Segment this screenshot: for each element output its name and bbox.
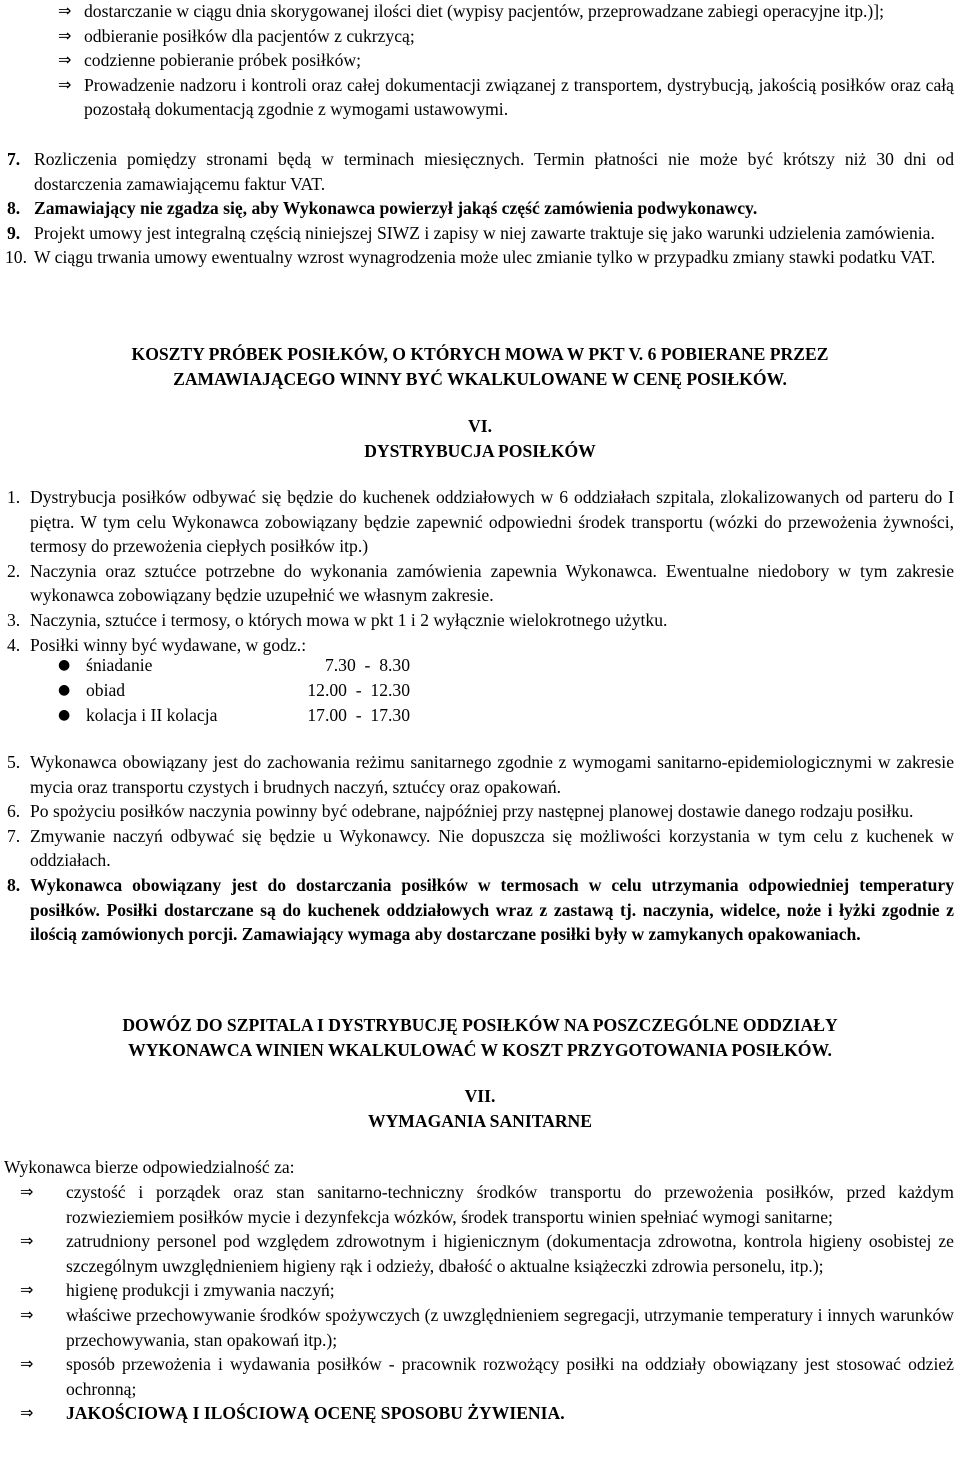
list-item [0, 750, 960, 799]
list-item-text: codzienne pobieranie próbek posiłków; [84, 50, 362, 71]
list-item-text: higienę produkcji i zmywania naczyń; [66, 1280, 335, 1301]
list-item [0, 485, 960, 559]
list-item-text: czystość i porządek oraz stan sanitarno-techniczny środków transportu do przewożenia posiłków, przed każdym rozwieziemiem posiłków mycie i dezynfekcja wózków, środek transportu winien spełniać wymogi sanitarne; [66, 1182, 954, 1227]
double-arrow-icon: ⇒ [58, 50, 72, 70]
item-number: 5. [7, 752, 21, 772]
bullet-icon: ● [58, 707, 71, 723]
meal-times-list [0, 653, 960, 728]
list-item-text: JAKOŚCIOWĄ I ILOŚCIOWĄ OCENĘ SPOSOBU ŻYWIENIA. [66, 1403, 565, 1424]
item-number: 8. [7, 198, 21, 219]
item-text: Projekt umowy jest integralną częścią niniejszej SIWZ i zapisy w niej zawarte traktuje się jako warunki udzielenia zamówienia. [34, 222, 935, 243]
item-number: 7. [7, 825, 21, 846]
list-item [0, 73, 960, 122]
double-arrow-icon: ⇒ [20, 1304, 34, 1324]
section-title: DYSTRYBUCJA POSIŁKÓW [364, 440, 596, 461]
list-item [0, 1180, 960, 1229]
list-item [0, 221, 960, 246]
top-arrow-list [0, 0, 960, 122]
item-text: Po spożyciu posiłków naczynia powinny być odebrane, najpóźniej przy następnej planowej dostawie danego rodzaju posiłku. [30, 801, 914, 822]
costs-note [0, 342, 960, 391]
list-item [0, 1229, 960, 1278]
section-vii-intro: Wykonawca bierze odpowiedzialność za: [4, 1157, 295, 1177]
costs-note-line-1: KOSZTY PRÓBEK POSIŁKÓW, O KTÓRYCH MOWA W PKT V. 6 POBIERANE PRZEZ [131, 344, 829, 364]
section-vii-heading [0, 1084, 960, 1133]
item-text: Zmywanie naczyń odbywać się będzie u Wykonawcy. Nie dopuszcza się możliwości korzystania w tym celu z kuchenek w oddziałach. [30, 825, 954, 871]
item-number: 4. [7, 634, 21, 655]
item-text: Posiłki winny być wydawane, w godz.: [30, 634, 307, 655]
list-item [0, 559, 960, 608]
item-number: 9. [7, 222, 21, 243]
section-vi-list [0, 485, 960, 657]
item-text: Wykonawca obowiązany jest do dostarczania posiłków w termosach w celu utrzymania odpowiedniej temperatury posiłków. Posiłki dostarczane są do kuchenek oddziałowych wraz z zastawą tj. naczynia, widelce, noże i łyżki zgodnie z ilością zamówionych porcji. Zamawiający wymaga aby dostarczane posiłki były w zamykanych opakowaniach. [30, 874, 954, 945]
item-number: 1. [7, 487, 21, 507]
meal-row [0, 653, 960, 678]
list-item [0, 1401, 960, 1426]
meal-time: 12.00 - 12.30 [307, 680, 410, 700]
list-item [0, 48, 960, 73]
double-arrow-icon: ⇒ [20, 1182, 34, 1201]
list-item [0, 824, 960, 873]
bullet-icon: ● [58, 682, 71, 698]
list-item [0, 1278, 960, 1303]
meal-time: 7.30 - 8.30 [324, 655, 410, 675]
item-text: Rozliczenia pomiędzy stronami będą w terminach miesięcznych. Termin płatności nie może być krótszy niż 30 dni od dostarczenia zamawiającemu faktur VAT. [34, 149, 954, 194]
item-number: 8. [7, 874, 21, 895]
double-arrow-icon: ⇒ [20, 1403, 34, 1423]
sanitary-requirements-list [0, 1180, 960, 1426]
double-arrow-icon: ⇒ [58, 74, 72, 94]
list-item-text: sposób przewożenia i wydawania posiłków - pracownik rozwożący posiłki na oddziały obowiązany jest stosować odzież ochronną; [66, 1354, 954, 1399]
section-number: VII. [464, 1086, 496, 1106]
item-number: 7. [7, 149, 21, 169]
list-item [0, 196, 960, 221]
meal-name: śniadanie [86, 655, 153, 675]
item-number: 10. [5, 247, 27, 268]
item-text: Zamawiający nie zgadza się, aby Wykonawca powierzył jakąś część zamówienia podwykonawcy. [34, 198, 758, 219]
section-title: WYMAGANIA SANITARNE [367, 1110, 592, 1131]
meal-row [0, 703, 960, 728]
meal-name: obiad [86, 680, 126, 700]
double-arrow-icon: ⇒ [20, 1280, 34, 1300]
costs-note-line-2: ZAMAWIAJĄCEGO WINNY BYĆ WKALKULOWANE W CENĘ POSIŁKÓW. [173, 368, 787, 389]
item-number: 3. [7, 609, 21, 630]
list-item [0, 245, 960, 270]
section-number: VI. [468, 416, 492, 436]
item-number: 6. [7, 801, 21, 822]
bullet-icon: ● [58, 657, 71, 673]
double-arrow-icon: ⇒ [58, 1, 72, 20]
item-number: 2. [7, 560, 21, 581]
item-text: Naczynia, sztućce i termosy, o których mowa w pkt 1 i 2 wyłącznie wielokrotnego użytku. [30, 609, 668, 630]
list-item [0, 799, 960, 824]
item-text: Dystrybucja posiłków odbywać się będzie do kuchenek oddziałowych w 6 oddziałach szpitala, zlokalizowanych od parteru do I piętra. W tym celu Wykonawca zobowiązany będzie zapewnić odpowiedni środek transportu (wózki do przewożenia żywności, termosy do przewożenia ciepłych posiłków itp.) [30, 487, 954, 557]
list-item [0, 147, 960, 196]
list-item [0, 1352, 960, 1401]
double-arrow-icon: ⇒ [20, 1231, 34, 1251]
section-vi-heading [0, 414, 960, 463]
list-item-text: odbieranie posiłków dla pacjentów z cukrzycą; [84, 25, 415, 46]
list-item [0, 873, 960, 947]
list-item [0, 608, 960, 633]
list-item-text: Prowadzenie nadzoru i kontroli oraz całej dokumentacji związanej z transportem, dystrybucją, jakością posiłków oraz całą pozostałą dokumentacją zgodnie z wymogami ustawowymi. [84, 74, 954, 120]
list-item [0, 24, 960, 49]
item-text: Wykonawca obowiązany jest do zachowania reżimu sanitarnego zgodnie z wymogami sanitarno-epidemiologicznymi w zakresie mycia oraz transportu czystych i brudnych naczyń, sztućcy oraz opakowań. [30, 752, 954, 797]
meal-name: kolacja i II kolacja [86, 705, 218, 725]
meal-time: 17.00 - 17.30 [307, 705, 410, 725]
double-arrow-icon: ⇒ [20, 1354, 34, 1374]
delivery-note-line-2: WYKONAWCA WINIEN WKALKULOWAĆ W KOSZT PRZYGOTOWANIA POSIŁKÓW. [128, 1039, 832, 1060]
delivery-note [0, 1013, 960, 1062]
item-text: Naczynia oraz sztućce potrzebne do wykonania zamówienia zapewnia Wykonawca. Ewentualne niedobory w tym zakresie wykonawca zobowiązany będzie uzupełnić we własnym zakresie. [30, 560, 954, 606]
section-vi-list-continued [0, 750, 960, 947]
meal-row [0, 678, 960, 703]
double-arrow-icon: ⇒ [58, 25, 72, 45]
list-item [0, 0, 960, 24]
list-item-text: właściwe przechowywanie środków spożywczych (z uwzględnieniem segregacji, utrzymanie temperatury i innych warunków przechowywania, stan opakowań itp.); [66, 1304, 954, 1350]
list-item-text: zatrudniony personel pod względem zdrowotnym i higienicznym (dokumentacja zdrowotna, kontrola higieny osobistej ze szczególnym uwzględnieniem higieny rąk i odzieży, dbałość o aktualne książeczki zdrowia personelu, itp.); [66, 1231, 954, 1276]
list-item-text: dostarczanie w ciągu dnia skorygowanej ilości diet (wypisy pacjentów, przeprowadzane zabiegi operacyjne itp.)]; [84, 1, 885, 21]
delivery-note-line-1: DOWÓZ DO SZPITALA I DYSTRYBUCJĘ POSIŁKÓW NA POSZCZEGÓLNE ODDZIAŁY [122, 1015, 838, 1035]
item-text: W ciągu trwania umowy ewentualny wzrost wynagrodzenia może ulec zmianie tylko w przypadku zmiany stawki podatku VAT. [34, 247, 936, 268]
list-item [0, 1303, 960, 1352]
numbered-list-continued [0, 147, 960, 270]
